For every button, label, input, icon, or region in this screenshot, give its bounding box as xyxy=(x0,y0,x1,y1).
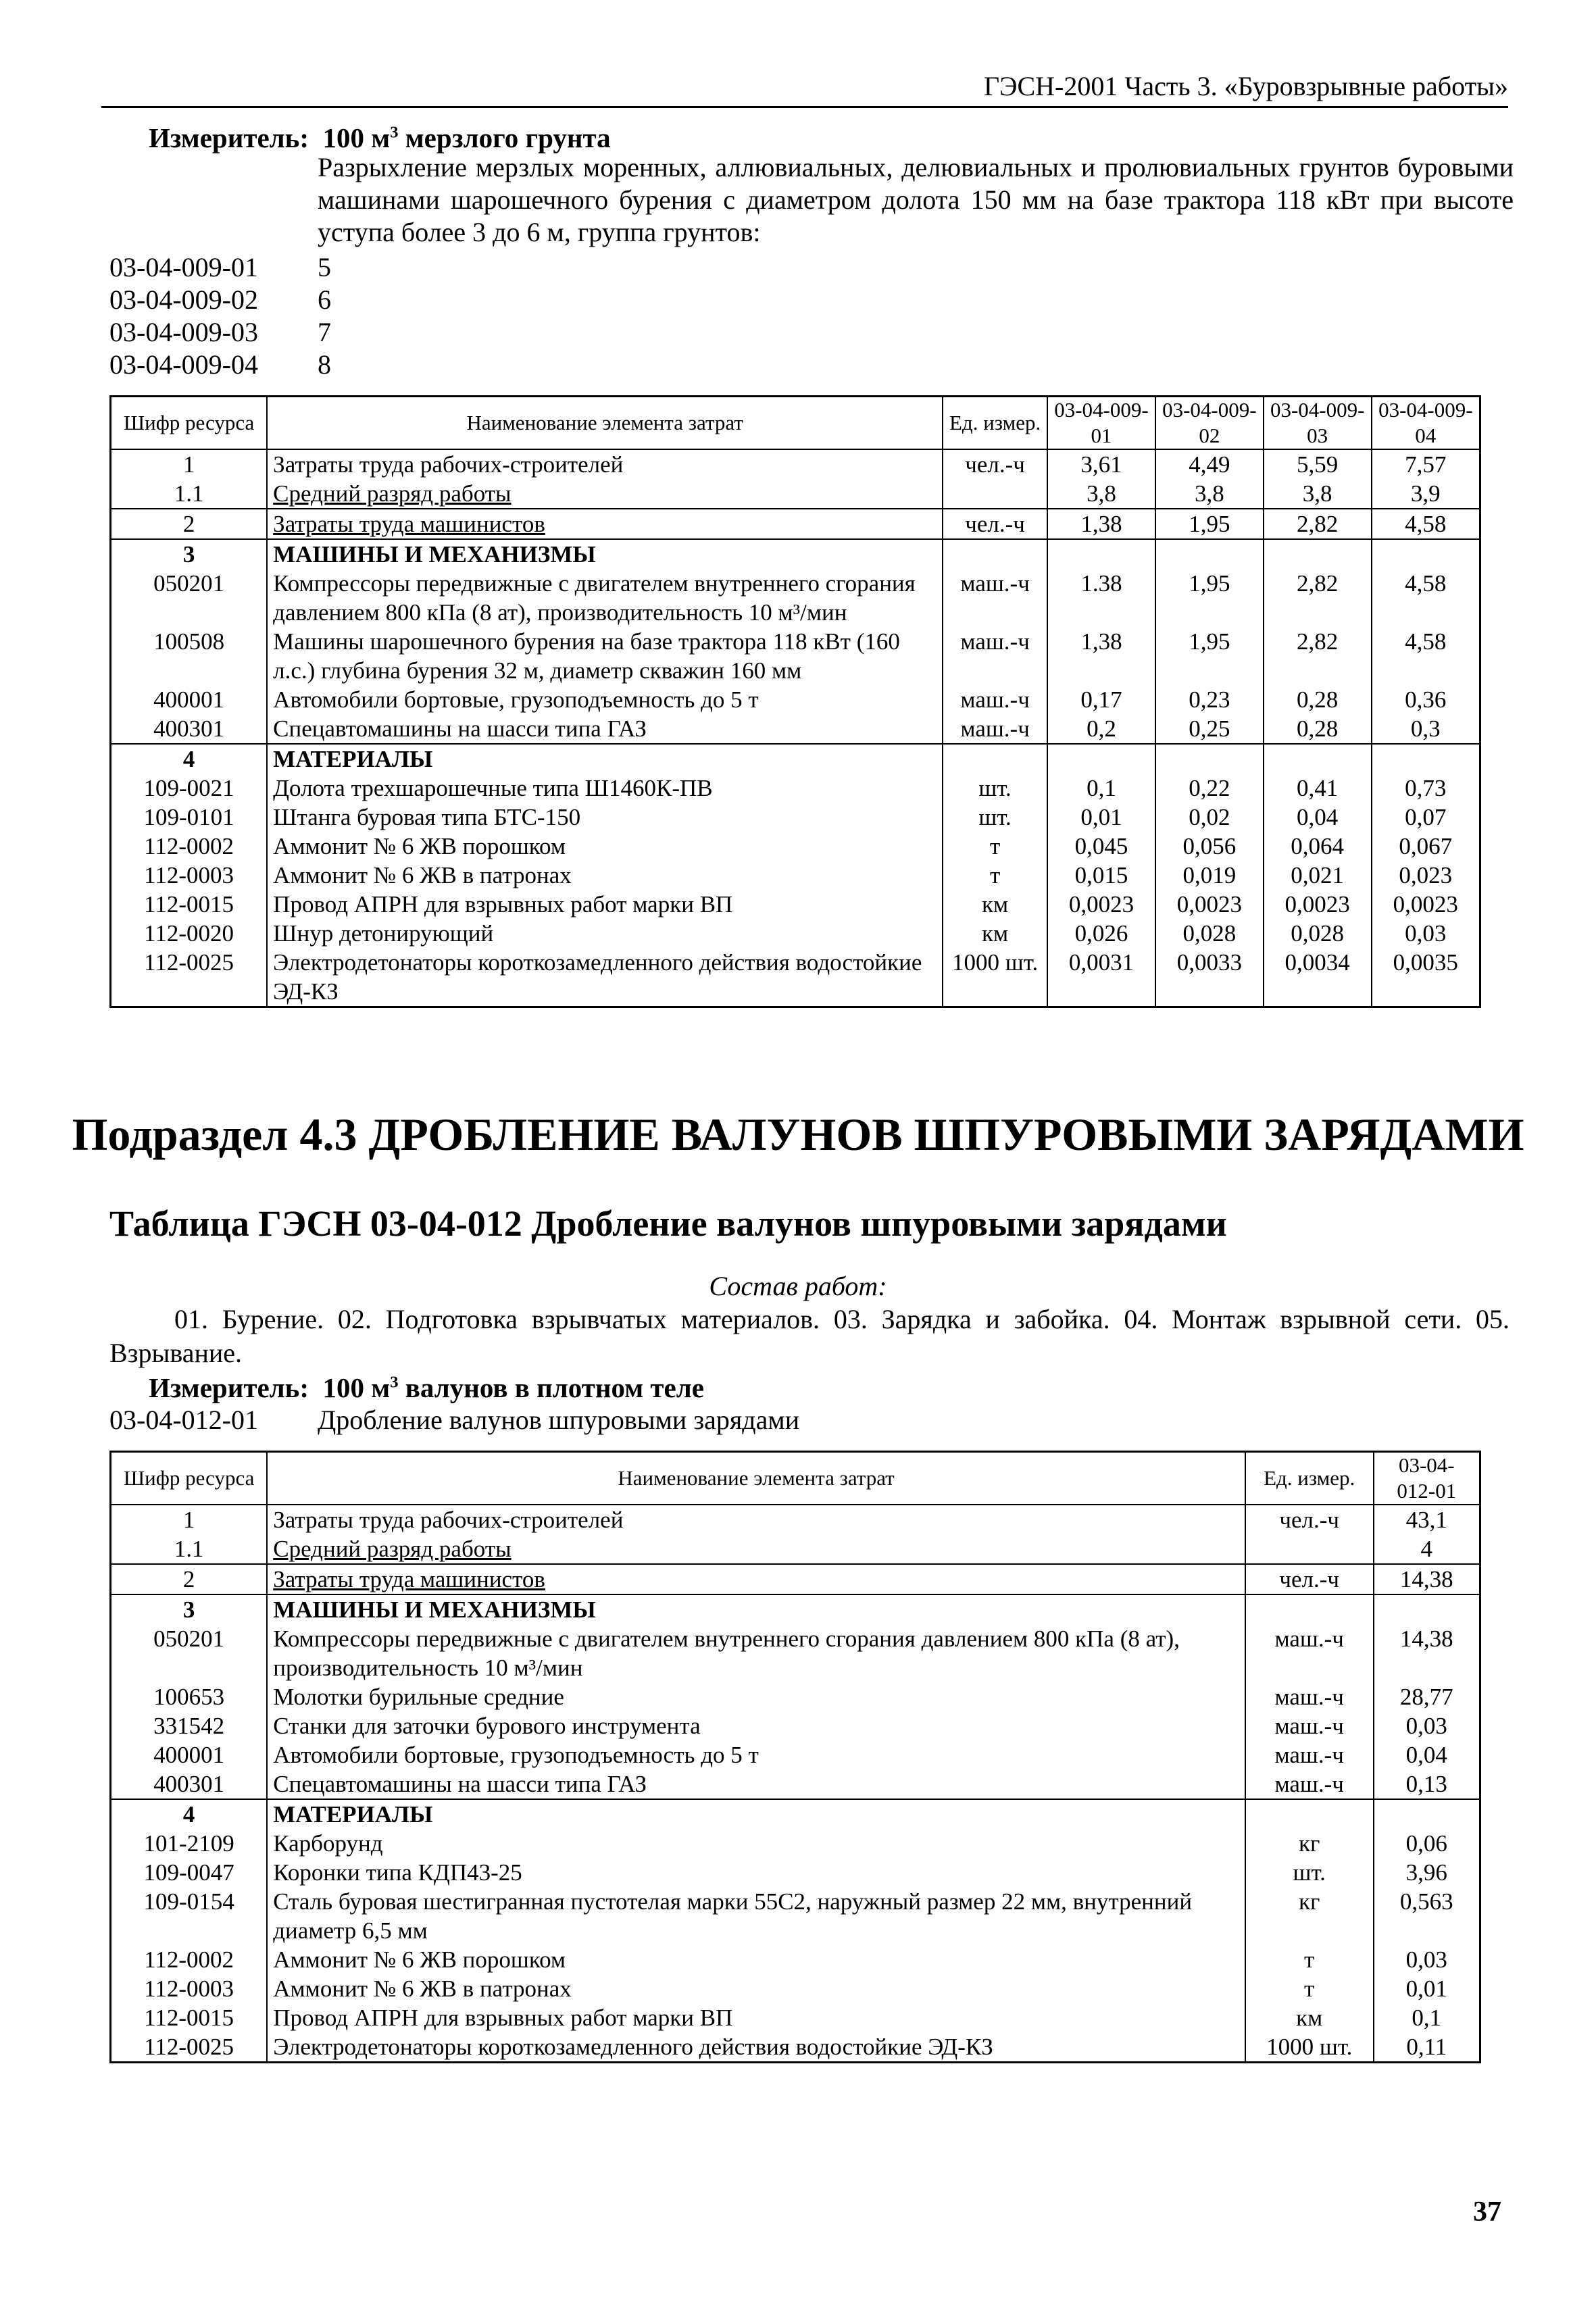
code-row xyxy=(109,349,331,381)
table-row xyxy=(111,539,1480,569)
norm-value xyxy=(1374,1799,1480,1829)
norm-value xyxy=(1372,744,1480,774)
resource-name: Молотки бурильные средние xyxy=(267,1682,1245,1711)
resource-code: 100508 xyxy=(111,627,268,685)
unit xyxy=(943,479,1047,509)
work-description: Разрыхление мерзлых моренных, аллювиальных, делювиальных и пролювиальных грунтов буровыми машинами шарошечного бурения с диаметром долота 150 мм на базе трактора 118 кВт при высоте уступа более 3 до 6 м, группа грунтов: xyxy=(318,152,1514,247)
norm-value xyxy=(1155,539,1264,569)
code: 03-04-009-01 xyxy=(109,252,258,282)
meter-sup: 3 xyxy=(390,1373,399,1392)
norm-value: 2,82 xyxy=(1264,569,1372,627)
resource-name: Штанга буровая типа БТС-150 xyxy=(267,803,943,832)
meter-value: 100 м xyxy=(322,1372,391,1403)
norm-value: 0,04 xyxy=(1264,803,1372,832)
table-row xyxy=(111,509,1480,539)
code-description: Дробление валунов шпуровыми зарядами xyxy=(318,1405,800,1435)
norm-value xyxy=(1047,539,1155,569)
norm-value: 0,2 xyxy=(1047,714,1155,744)
col-header: 03-04-009-02 xyxy=(1155,397,1264,450)
norm-value: 0,0023 xyxy=(1155,890,1264,919)
resource-code: 1.1 xyxy=(111,1534,268,1564)
table-row xyxy=(111,1829,1480,1858)
col-header: Ед. измер. xyxy=(1245,1452,1374,1505)
meter-line-2 xyxy=(149,1372,704,1404)
norm-value: 0,0035 xyxy=(1372,948,1480,1007)
resource-name: Долота трехшарошечные типа Ш1460К-ПВ xyxy=(267,774,943,803)
resource-name: МАТЕРИАЛЫ xyxy=(267,1799,1245,1829)
table-header-row xyxy=(111,1452,1480,1505)
unit xyxy=(1245,1799,1374,1829)
unit: км xyxy=(943,919,1047,948)
norm-value: 0,25 xyxy=(1155,714,1264,744)
norm-value: 3,61 xyxy=(1047,449,1155,479)
unit: кг xyxy=(1245,1887,1374,1945)
unit: т xyxy=(1245,1945,1374,1974)
norm-value xyxy=(1155,744,1264,774)
resource-code: 109-0021 xyxy=(111,774,268,803)
table-header-row xyxy=(111,397,1480,450)
resource-name: Шнур детонирующий xyxy=(267,919,943,948)
norm-value: 1,38 xyxy=(1047,509,1155,539)
norm-value: 43,1 xyxy=(1374,1505,1480,1534)
table-row xyxy=(111,1564,1480,1594)
unit xyxy=(943,744,1047,774)
table-row xyxy=(111,803,1480,832)
table-row xyxy=(111,1624,1480,1682)
norm-value: 4,49 xyxy=(1155,449,1264,479)
resource-code: 109-0101 xyxy=(111,803,268,832)
resource-code: 112-0002 xyxy=(111,1945,268,1974)
resource-name: Автомобили бортовые, грузоподъемность до 5 т xyxy=(267,685,943,714)
unit: маш.-ч xyxy=(943,627,1047,685)
soil-group: 5 xyxy=(318,252,331,282)
norm-value: 3,9 xyxy=(1372,479,1480,509)
norm-value: 0,11 xyxy=(1374,2032,1480,2063)
code-row xyxy=(109,284,331,316)
table-row xyxy=(111,2032,1480,2063)
col-header: Наименование элемента затрат xyxy=(267,1452,1245,1505)
meter-label: Измеритель: xyxy=(149,122,309,153)
norm-value: 0,3 xyxy=(1372,714,1480,744)
code-row xyxy=(109,251,331,284)
resource-code: 400001 xyxy=(111,1740,268,1769)
work-operations: 01. Бурение. 02. Подготовка взрывчатых материалов. 03. Зарядка и забойка. 04. Монтаж взрывной сети. 05. Взрывание. xyxy=(109,1304,1510,1368)
resource-name: Затраты труда машинистов xyxy=(267,509,943,539)
table-row xyxy=(111,1974,1480,2003)
table-row xyxy=(111,861,1480,890)
resource-code: 112-0002 xyxy=(111,832,268,861)
norm-value xyxy=(1374,1594,1480,1624)
resource-name: Станки для заточки бурового инструмента xyxy=(267,1711,1245,1740)
resource-name: МАШИНЫ И МЕХАНИЗМЫ xyxy=(267,539,943,569)
resource-name: Спецавтомашины на шасси типа ГАЗ xyxy=(267,1769,1245,1799)
resource-code: 4 xyxy=(111,1799,268,1829)
resource-code: 400301 xyxy=(111,1769,268,1799)
soil-group: 7 xyxy=(318,317,331,347)
resource-code: 112-0020 xyxy=(111,919,268,948)
col-header: Шифр ресурса xyxy=(111,397,268,450)
table-row xyxy=(111,890,1480,919)
resource-name: Компрессоры передвижные с двигателем внутреннего сгорания давлением 800 кПа (8 ат), производительность 10 м³/мин xyxy=(267,569,943,627)
meter-label: Измеритель: xyxy=(149,1372,309,1403)
unit: т xyxy=(943,832,1047,861)
resource-code: 1.1 xyxy=(111,479,268,509)
unit: маш.-ч xyxy=(943,569,1047,627)
norm-value: 0,015 xyxy=(1047,861,1155,890)
norm-value: 0,36 xyxy=(1372,685,1480,714)
norm-value: 0,028 xyxy=(1155,919,1264,948)
unit: маш.-ч xyxy=(943,685,1047,714)
unit: чел.-ч xyxy=(943,449,1047,479)
norm-value: 0,03 xyxy=(1374,1711,1480,1740)
resource-code: 3 xyxy=(111,539,268,569)
resource-name: Электродетонаторы короткозамедленного действия водостойкие ЭД-КЗ xyxy=(267,2032,1245,2063)
resource-name: Средний разряд работы xyxy=(267,1534,1245,1564)
norm-value: 0,73 xyxy=(1372,774,1480,803)
unit xyxy=(1245,1594,1374,1624)
norm-value: 0,23 xyxy=(1155,685,1264,714)
resource-name: Затраты труда рабочих-строителей xyxy=(267,449,943,479)
norm-value: 0,03 xyxy=(1372,919,1480,948)
col-header: Шифр ресурса xyxy=(111,1452,268,1505)
table-row xyxy=(111,744,1480,774)
unit: шт. xyxy=(1245,1858,1374,1887)
table-row xyxy=(111,1711,1480,1740)
col-header: 03-04-009-01 xyxy=(1047,397,1155,450)
table-row xyxy=(111,569,1480,627)
meter-tail: валунов в плотном теле xyxy=(398,1372,704,1403)
resource-code: 1 xyxy=(111,449,268,479)
norm-value: 3,8 xyxy=(1155,479,1264,509)
norm-value: 0,04 xyxy=(1374,1740,1480,1769)
unit: чел.-ч xyxy=(1245,1505,1374,1534)
resource-code: 112-0003 xyxy=(111,1974,268,2003)
unit: км xyxy=(943,890,1047,919)
unit: 1000 шт. xyxy=(943,948,1047,1007)
table-row xyxy=(111,1945,1480,1974)
resource-code: 3 xyxy=(111,1594,268,1624)
code: 03-04-012-01 xyxy=(109,1405,258,1435)
col-header: 03-04-009-03 xyxy=(1264,397,1372,450)
norm-value: 0,0031 xyxy=(1047,948,1155,1007)
table-row xyxy=(111,832,1480,861)
resource-name: Аммонит № 6 ЖВ порошком xyxy=(267,1945,1245,1974)
table-row xyxy=(111,685,1480,714)
norm-value: 0,13 xyxy=(1374,1769,1480,1799)
norm-value: 4 xyxy=(1374,1534,1480,1564)
table-row xyxy=(111,1505,1480,1534)
norm-value: 0,0034 xyxy=(1264,948,1372,1007)
resource-code: 100653 xyxy=(111,1682,268,1711)
code-row xyxy=(109,316,331,349)
norm-value: 2,82 xyxy=(1264,509,1372,539)
norm-value: 0,1 xyxy=(1374,2003,1480,2032)
table-body xyxy=(111,449,1480,1007)
resource-name: Автомобили бортовые, грузоподъемность до 5 т xyxy=(267,1740,1245,1769)
norm-value: 0,07 xyxy=(1372,803,1480,832)
resource-name: Аммонит № 6 ЖВ в патронах xyxy=(267,1974,1245,2003)
resource-name: Компрессоры передвижные с двигателем внутреннего сгорания давлением 800 кПа (8 ат), производительность 10 м³/мин xyxy=(267,1624,1245,1682)
running-header: ГЭСН-2001 Часть 3. «Буровзрывные работы» xyxy=(101,70,1508,108)
soil-group: 8 xyxy=(318,349,331,380)
unit: шт. xyxy=(943,803,1047,832)
meter-tail: мерзлого грунта xyxy=(398,122,611,153)
table-row xyxy=(111,449,1480,479)
unit: 1000 шт. xyxy=(1245,2032,1374,2063)
norm-value: 0,1 xyxy=(1047,774,1155,803)
resource-name: Коронки типа КДП43-25 xyxy=(267,1858,1245,1887)
norm-value: 0,28 xyxy=(1264,685,1372,714)
table-row xyxy=(111,2003,1480,2032)
norm-value: 5,59 xyxy=(1264,449,1372,479)
norm-value: 0,06 xyxy=(1374,1829,1480,1858)
norm-value: 1,95 xyxy=(1155,569,1264,627)
norm-value: 0,023 xyxy=(1372,861,1480,890)
norm-value: 0,41 xyxy=(1264,774,1372,803)
table-row xyxy=(111,1799,1480,1829)
resource-code: 4 xyxy=(111,744,268,774)
norm-value xyxy=(1372,539,1480,569)
resource-code: 109-0047 xyxy=(111,1858,268,1887)
unit: т xyxy=(1245,1974,1374,2003)
norm-value: 0,045 xyxy=(1047,832,1155,861)
norm-value: 0,0023 xyxy=(1372,890,1480,919)
norm-value: 0,0033 xyxy=(1155,948,1264,1007)
resource-name: Затраты труда рабочих-строителей xyxy=(267,1505,1245,1534)
resource-code: 112-0015 xyxy=(111,890,268,919)
norm-value: 1,95 xyxy=(1155,509,1264,539)
soil-group: 6 xyxy=(318,284,331,315)
norm-value: 0,026 xyxy=(1047,919,1155,948)
meter-line-1 xyxy=(149,122,611,154)
norm-value: 0,021 xyxy=(1264,861,1372,890)
resource-table-012 xyxy=(109,1451,1481,2063)
unit: маш.-ч xyxy=(1245,1711,1374,1740)
norm-value: 7,57 xyxy=(1372,449,1480,479)
col-header: 03-04-012-01 xyxy=(1374,1452,1480,1505)
unit: маш.-ч xyxy=(1245,1624,1374,1682)
norm-value: 0,028 xyxy=(1264,919,1372,948)
composition-label: Состав работ: xyxy=(709,1271,887,1301)
resource-name: Машины шарошечного бурения на базе трактора 118 кВт (160 л.с.) глубина бурения 32 м, диаметр скважин 160 мм xyxy=(267,627,943,685)
resource-name: Сталь буровая шестигранная пустотелая марки 55С2, наружный размер 22 мм, внутренний диаметр 6,5 мм xyxy=(267,1887,1245,1945)
unit: чел.-ч xyxy=(1245,1564,1374,1594)
resource-name: Затраты труда машинистов xyxy=(267,1564,1245,1594)
norm-value: 14,38 xyxy=(1374,1624,1480,1682)
col-header: Наименование элемента затрат xyxy=(267,397,943,450)
table-body xyxy=(111,1505,1480,2063)
unit: т xyxy=(943,861,1047,890)
resource-name: МАТЕРИАЛЫ xyxy=(267,744,943,774)
norm-value: 3,96 xyxy=(1374,1858,1480,1887)
norm-value: 0,22 xyxy=(1155,774,1264,803)
table-row xyxy=(111,1682,1480,1711)
resource-name: Спецавтомашины на шасси типа ГАЗ xyxy=(267,714,943,744)
table-row xyxy=(111,1769,1480,1799)
table-row xyxy=(111,479,1480,509)
norm-value xyxy=(1047,744,1155,774)
norm-value xyxy=(1264,539,1372,569)
norm-value: 0,019 xyxy=(1155,861,1264,890)
resource-code: 2 xyxy=(111,1564,268,1594)
resource-code: 331542 xyxy=(111,1711,268,1740)
norm-value: 1,95 xyxy=(1155,627,1264,685)
norm-value: 0,02 xyxy=(1155,803,1264,832)
resource-code: 050201 xyxy=(111,569,268,627)
norm-value: 1.38 xyxy=(1047,569,1155,627)
col-header: 03-04-009-04 xyxy=(1372,397,1480,450)
norm-value: 0,03 xyxy=(1374,1945,1480,1974)
unit xyxy=(1245,1534,1374,1564)
norm-value: 3,8 xyxy=(1047,479,1155,509)
norm-value: 0,563 xyxy=(1374,1887,1480,1945)
code: 03-04-009-03 xyxy=(109,317,258,347)
col-header: Ед. измер. xyxy=(943,397,1047,450)
resource-name: Провод АПРН для взрывных работ марки ВП xyxy=(267,2003,1245,2032)
unit: шт. xyxy=(943,774,1047,803)
norm-value: 4,58 xyxy=(1372,569,1480,627)
resource-name: Аммонит № 6 ЖВ порошком xyxy=(267,832,943,861)
code-line xyxy=(109,1404,799,1436)
resource-name: Провод АПРН для взрывных работ марки ВП xyxy=(267,890,943,919)
table-row xyxy=(111,774,1480,803)
resource-code: 112-0025 xyxy=(111,2032,268,2063)
norm-value: 0,0023 xyxy=(1264,890,1372,919)
unit xyxy=(943,539,1047,569)
norm-value: 28,77 xyxy=(1374,1682,1480,1711)
unit: кг xyxy=(1245,1829,1374,1858)
resource-name: МАШИНЫ И МЕХАНИЗМЫ xyxy=(267,1594,1245,1624)
resource-code: 109-0154 xyxy=(111,1887,268,1945)
table-row xyxy=(111,627,1480,685)
resource-code: 101-2109 xyxy=(111,1829,268,1858)
norm-value: 0,17 xyxy=(1047,685,1155,714)
code: 03-04-009-02 xyxy=(109,284,258,315)
code-list xyxy=(109,251,331,381)
norm-value: 4,58 xyxy=(1372,509,1480,539)
norm-value: 0,064 xyxy=(1264,832,1372,861)
unit: км xyxy=(1245,2003,1374,2032)
table-row xyxy=(111,919,1480,948)
norm-value: 0,28 xyxy=(1264,714,1372,744)
table-row xyxy=(111,948,1480,1007)
resource-code: 1 xyxy=(111,1505,268,1534)
norm-value: 0,01 xyxy=(1374,1974,1480,2003)
unit: маш.-ч xyxy=(1245,1682,1374,1711)
norm-value: 4,58 xyxy=(1372,627,1480,685)
resource-code: 400001 xyxy=(111,685,268,714)
resource-code: 400301 xyxy=(111,714,268,744)
resource-code: 050201 xyxy=(111,1624,268,1682)
table-row xyxy=(111,1858,1480,1887)
page-number: 37 xyxy=(1473,2196,1501,2228)
table-row xyxy=(111,1887,1480,1945)
norm-value: 1,38 xyxy=(1047,627,1155,685)
table-row xyxy=(111,1594,1480,1624)
resource-code: 112-0003 xyxy=(111,861,268,890)
resource-table-009 xyxy=(109,395,1481,1008)
resource-name: Средний разряд работы xyxy=(267,479,943,509)
meter-value: 100 м xyxy=(322,122,391,153)
norm-value: 3,8 xyxy=(1264,479,1372,509)
norm-value: 0,0023 xyxy=(1047,890,1155,919)
code: 03-04-009-04 xyxy=(109,349,258,380)
resource-code: 112-0025 xyxy=(111,948,268,1007)
table-row xyxy=(111,1534,1480,1564)
norm-value: 0,056 xyxy=(1155,832,1264,861)
resource-name: Электродетонаторы короткозамедленного действия водостойкие ЭД-КЗ xyxy=(267,948,943,1007)
norm-value xyxy=(1264,744,1372,774)
resource-code: 112-0015 xyxy=(111,2003,268,2032)
table-title: Таблица ГЭСН 03-04-012 Дробление валунов шпуровыми зарядами xyxy=(109,1203,1227,1244)
resource-name: Аммонит № 6 ЖВ в патронах xyxy=(267,861,943,890)
unit: чел.-ч xyxy=(943,509,1047,539)
unit: маш.-ч xyxy=(1245,1769,1374,1799)
norm-value: 2,82 xyxy=(1264,627,1372,685)
table-row xyxy=(111,1740,1480,1769)
resource-name: Карборунд xyxy=(267,1829,1245,1858)
norm-value: 0,01 xyxy=(1047,803,1155,832)
unit: маш.-ч xyxy=(1245,1740,1374,1769)
resource-code: 2 xyxy=(111,509,268,539)
norm-value: 0,067 xyxy=(1372,832,1480,861)
table-row xyxy=(111,714,1480,744)
norm-value: 14,38 xyxy=(1374,1564,1480,1594)
subsection-title: Подраздел 4.3 ДРОБЛЕНИЕ ВАЛУНОВ ШПУРОВЫМИ ЗАРЯДАМИ xyxy=(72,1109,1524,1160)
unit: маш.-ч xyxy=(943,714,1047,744)
meter-sup: 3 xyxy=(390,123,399,142)
